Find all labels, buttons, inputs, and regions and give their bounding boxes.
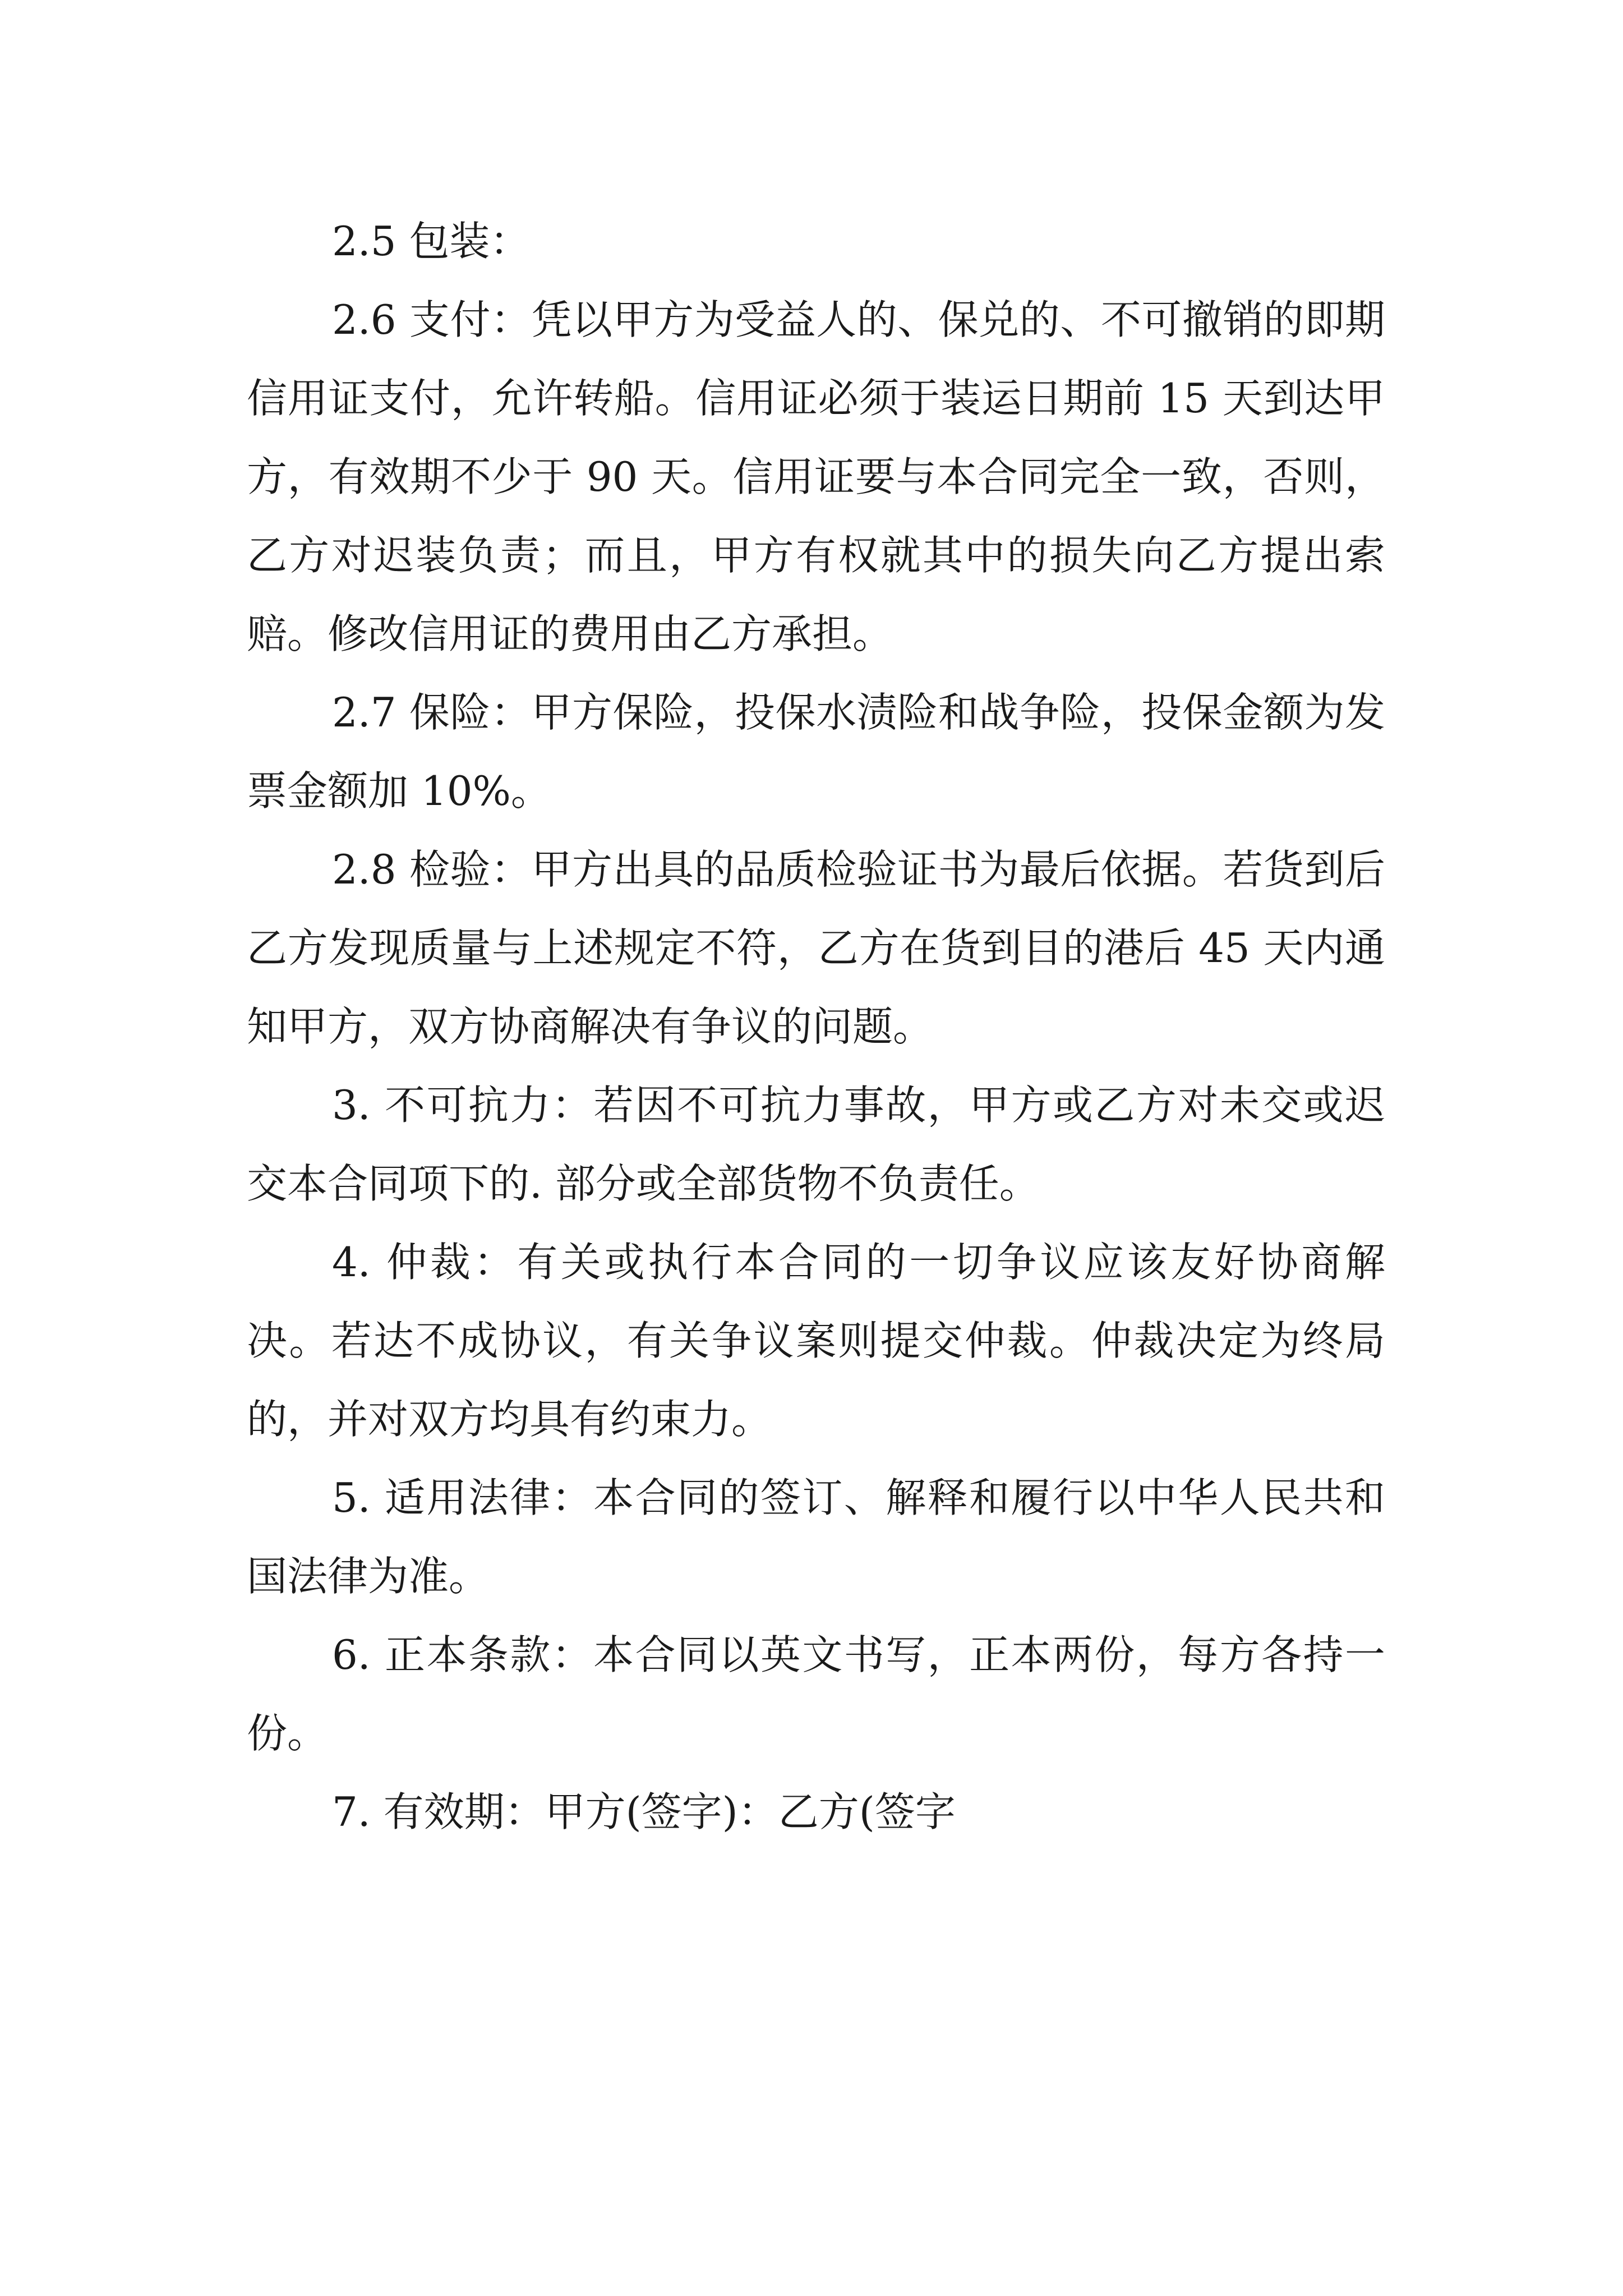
clause-2-5-packing: 2.5 包装： [332, 218, 531, 265]
document-body [247, 202, 1385, 1851]
clause-6-original-copies: 6. 正本条款：本合同以英文书写，正本两份，每方各持一份。 [247, 1631, 1385, 1757]
clause-5-applicable-law: 5. 适用法律：本合同的签订、解释和履行以中华人民共和国法律为准。 [247, 1474, 1385, 1600]
clause-2-6-payment: 2.6 支付：凭以甲方为受益人的、保兑的、不可撤销的即期信用证支付，允许转船。信用证必须于装运日期前 15 天到达甲方，有效期不少于 90 天。信用证要与本合同完全一致，否则，乙方对迟装负责；而且，甲方有权就其中的损失向乙方提出索赔。修改信用证的费用由乙方承担。 [247, 296, 1385, 657]
clause-2-8-inspection: 2.8 检验：甲方出具的品质检验证书为最后依据。若货到后乙方发现质量与上述规定不符，乙方在货到目的港后 45 天内通知甲方，双方协商解决有争议的问题。 [247, 846, 1385, 1050]
clause-7-validity-signatures: 7. 有效期：甲方(签字)：乙方(签字 [332, 1788, 956, 1835]
clause-4-arbitration: 4. 仲裁：有关或执行本合同的一切争议应该友好协商解决。若达不成协议，有关争议案则提交仲裁。仲裁决定为终局的，并对双方均具有约束力。 [247, 1239, 1385, 1443]
clause-3-force-majeure: 3. 不可抗力：若因不可抗力事故，甲方或乙方对未交或迟交本合同项下的. 部分或全部货物不负责任。 [247, 1082, 1385, 1207]
clause-2-7-insurance: 2.7 保险：甲方保险，投保水渍险和战争险，投保金额为发票金额加 10%。 [247, 689, 1385, 815]
